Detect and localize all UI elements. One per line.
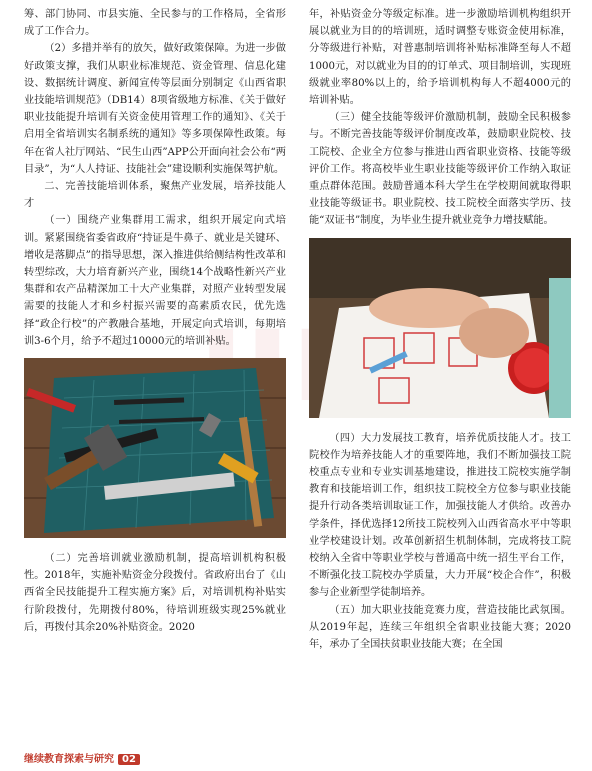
paragraph: （五）加大职业技能竞赛力度，营造技能比武氛围。从2019年起，连续三年组织全省职业技能大赛；2020年，承办了全国扶贫职业技能大赛；在全国: [309, 604, 571, 651]
tools-photo: [24, 358, 286, 538]
paragraph: 年，补贴资金分等级定标准。进一步激励培训机构组织开展以就业为目的的培训班，适时调整专账资金使用标准，分等级进行补贴，对普惠制培训将补贴标准降至每人不超1000元，对以就业为目的的订单式、项目制培训，实现班级就业率80%以上的，给予培训机构每人不超4000元的培训补贴。: [309, 9, 571, 107]
paragraph: （2）多措并举有的放矢，做好政策保障。为进一步做好政策支撑，我们从职业标准规范、资金管理、信息化建设、数据统计调度、新闻宣传等层面分别制定《山西省职业技能培训规范》（DB14）8项省级地方标准、《关于做好职业技能提升培训有关资金使用管理工作的通知》、《关于启用全省培训实名制系统的通知》等多项保障性政策。每年在省人社厅网站、“民生山西”APP公开面向社会公布“两目录”，为“人人持证、技能社会”建设顺利实施保驾护航。: [24, 43, 286, 175]
page-number: 02: [118, 754, 140, 765]
left-column: [24, 6, 286, 636]
stamp-photo: [309, 238, 571, 418]
paragraph: （四）大力发展技工教育，培养优质技能人才。技工院校作为培养技能人才的重要阵地，我们不断加强技工院校重点专业和专业实训基地建设，推进技工院校实施学制教育和技能培训工作，组织技工院校全方位参与职业技能提升行动各类培训取证工作，加强技能人才供给。改善办学条件，择优选择12所技工院校列入山西省高水平中等职业学校建设计划。改革创新招生机制体制，完成将技工院校纳入全省中等职业学校与普通高中统一招生平台工作，不断强化技工院校办学质量，大力开展“校企合作”，积极参与企业新型学徒制培养。: [309, 432, 571, 599]
stamp-illustration: [309, 238, 571, 418]
tools-illustration: [24, 358, 286, 538]
journal-name: 继续教育探索与研究: [24, 754, 114, 765]
paragraph: （三）健全技能等级评价激励机制，鼓励全民积极参与。不断完善技能等级评价制度改革，鼓励职业院校、技工院校、企业全方位参与推进山西省职业资格、技能等级评价工作。将高校毕业生职业技能等级评价工作纳入取证重点群体范围。鼓励普通本科大学生在学校期间就取得职业技能等级证书。职业院校、技工院校全面落实学历、技能“双证书”制度，为毕业生提升就业竞争力增技赋能。: [309, 112, 571, 227]
paragraph: （二）完善培训就业激励机制，提高培训机构积极性。2018年，实施补贴资金分段拨付。省政府出台了《山西省全民技能提升工程实施方案》后，对培训机构补贴实行阶段拨付，先期拨付80%，待培训班级实现25%就业后，再拨付其余20%补贴资金。2020: [24, 553, 286, 633]
journal-footer: [24, 750, 140, 765]
section-heading: 二、完善技能培训体系，聚焦产业发展，培养技能人才: [24, 181, 286, 210]
paragraph: 筹、部门协同、市县实施、全民参与的工作格局，全省形成了工作合力。: [24, 9, 286, 38]
paragraph: （一）围绕产业集群用工需求，组织开展定向式培训。紧紧围绕省委省政府“持证是牛鼻子、就业是关键环、增收是落脚点”的指导思想，深入推进供给侧结构性改革和转型综改，大力培育新兴产业，围绕14个战略性新兴产业集群和农产品精深加工十大产业集群，对照产业转型发展需要的技能人才和乡村振兴需要的高素质农民，优先选择“政企行校”的产教融合基地，开展定向式培训，每期培训3-6个月，给予不超过10000元的培训补贴。: [24, 215, 286, 347]
right-column: [309, 6, 571, 653]
footer: [0, 749, 592, 771]
